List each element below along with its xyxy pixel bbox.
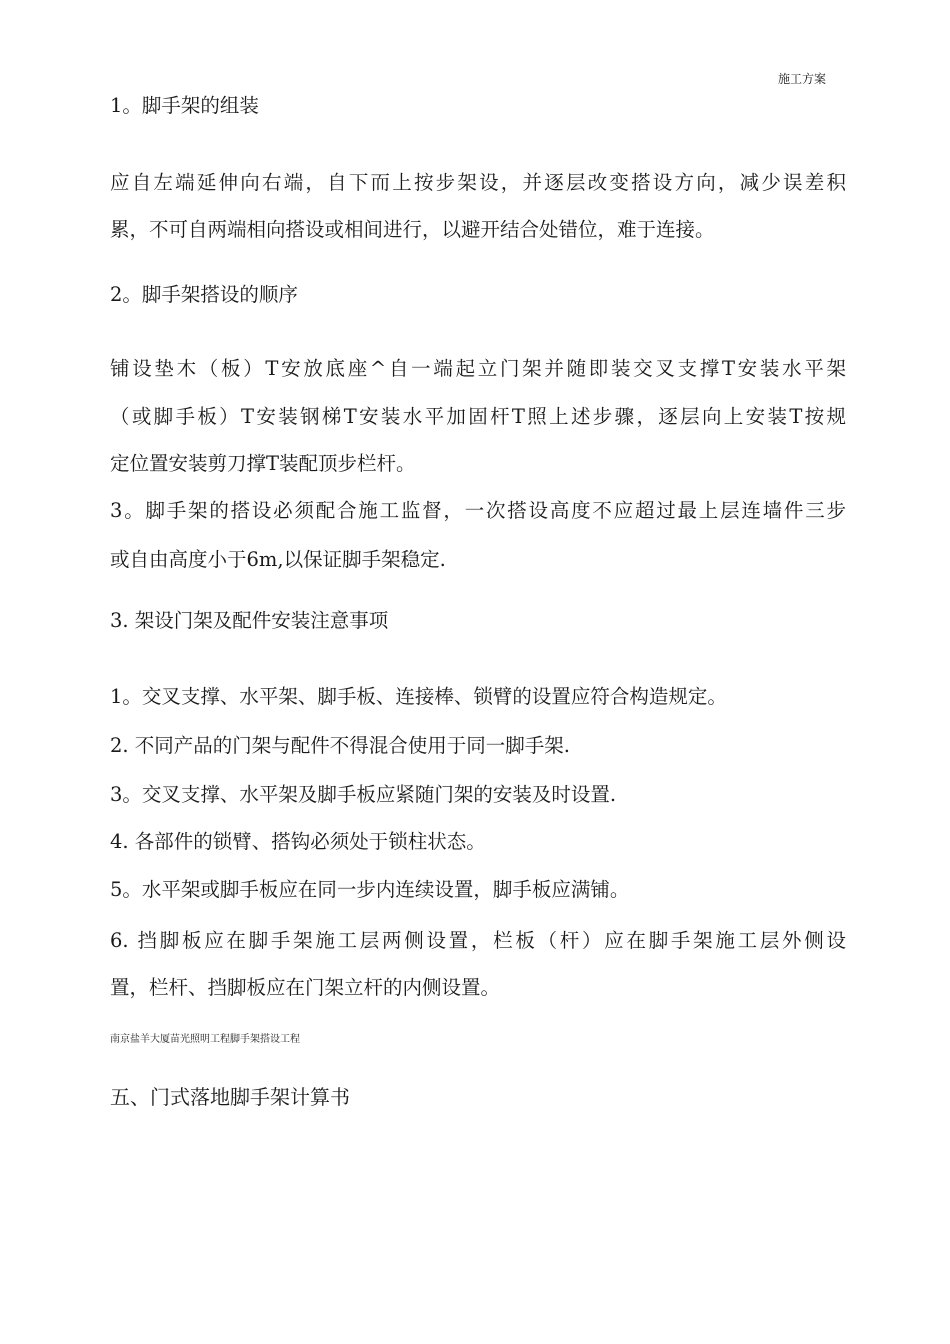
section-title: 五、门式落地脚手架计算书: [110, 1085, 350, 1109]
paragraph-supervision-line-2: 或自由高度小于6m,以保证脚手架稳定.: [110, 548, 446, 571]
heading-assembly: 1。脚手架的组装: [110, 94, 259, 117]
list-item-4: 4. 各部件的锁臂、搭钩必须处于锁柱状态。: [110, 830, 486, 853]
heading-precautions: 3. 架设门架及配件安装注意事项: [110, 609, 389, 632]
paragraph-sequence-line-2: （或脚手板）T安装钢梯T安装水平加固杆T照上述步骤，逐层向上安装T按规: [110, 405, 846, 428]
paragraph-sequence-line-3: 定位置安装剪刀撑T装配顶步栏杆。: [110, 452, 416, 475]
list-item-3: 3。交叉支撑、水平架及脚手板应紧随门架的安装及时设置.: [110, 783, 617, 806]
paragraph-supervision-line-1: 3。脚手架的搭设必须配合施工监督，一次搭设高度不应超过最上层连墙件三步: [110, 499, 846, 522]
list-item-1: 1。交叉支撑、水平架、脚手板、连接棒、锁臂的设置应符合构造规定。: [110, 685, 727, 708]
list-item-5: 5。水平架或脚手板应在同一步内连续设置，脚手板应满铺。: [110, 878, 630, 901]
project-footer-note: 南京盐羊大厦苗光照明工程脚手架搭设工程: [110, 1034, 300, 1045]
page-header: 施工方案: [777, 72, 826, 86]
paragraph-assembly-line-2: 累，不可自两端相向搭设或相间进行，以避开结合处错位，难于连接。: [110, 218, 715, 241]
paragraph-sequence-line-1: 铺设垫木（板）T安放底座^自一端起立门架并随即装交叉支撑T安装水平架: [110, 357, 846, 380]
list-item-6-line-2: 置，栏杆、挡脚板应在门架立杆的内侧设置。: [110, 976, 501, 999]
paragraph-assembly-line-1: 应自左端延伸向右端，自下而上按步架设，并逐层改变搭设方向，减少误差积: [110, 171, 846, 194]
heading-sequence: 2。脚手架搭设的顺序: [110, 283, 298, 306]
list-item-2: 2. 不同产品的门架与配件不得混合使用于同一脚手架.: [110, 734, 571, 757]
list-item-6-line-1: 6. 挡脚板应在脚手架施工层两侧设置，栏板（杆）应在脚手架施工层外侧设: [110, 929, 846, 952]
